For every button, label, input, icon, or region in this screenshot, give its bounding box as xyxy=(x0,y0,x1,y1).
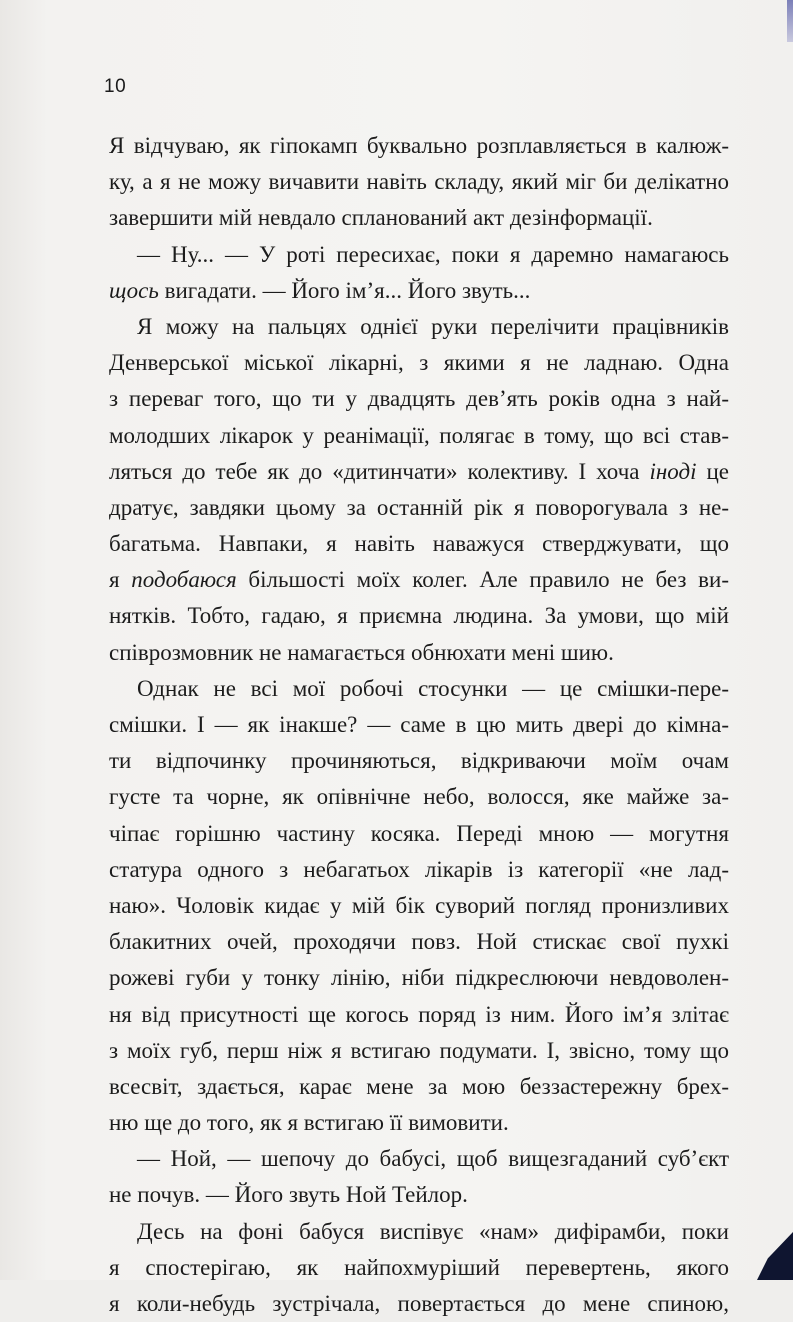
text-line: нятків. Тобто, гадаю, я приємна людина. За умови, що мій xyxy=(109,603,729,629)
page-number: 10 xyxy=(104,76,127,97)
text-line: наю». Чоловік кидає у мій бік суворий погляд пронизливих xyxy=(109,892,729,918)
body-text xyxy=(109,128,729,1322)
text-line: Десь на фоні бабуся виспівує «нам» дифірамби, поки xyxy=(137,1218,729,1244)
text-line: Я можу на пальцях однієї руки перелічити працівників xyxy=(137,313,729,339)
text-line: Денверської міської лікарні, з якими я не ладнаю. Одна xyxy=(109,350,729,376)
text-line: густе та чорне, як опівнічне небо, волосся, яке майже за- xyxy=(109,784,729,810)
text-line: блакитних очей, проходячи повз. Ной стискає свої пухкі xyxy=(109,929,729,955)
text-line: я спостерігаю, як найпохмуріший перевертень, якого xyxy=(109,1254,729,1280)
text-line: Я відчуваю, як гіпокамп буквально розплавляється в калюж- xyxy=(109,133,729,158)
text-line: молодших лікарок у реанімації, полягає в тому, що всі став- xyxy=(109,422,729,448)
text-line: рожеві губи у тонку лінію, ніби підкреслюючи невдоволен- xyxy=(109,965,729,991)
page-corner-shadow xyxy=(757,1232,793,1280)
text-line: дратує, завдяки цьому за останній рік я поворогувала з не- xyxy=(109,494,729,520)
text-line: смішки. І — як інакше? — саме в цю мить двері до кімна- xyxy=(109,712,729,737)
text-line: Однак не всі мої робочі стосунки — це смішки-пере- xyxy=(137,675,729,701)
text-line: співрозмовник не намагається обнюхати мені шию. xyxy=(109,639,614,665)
text-line: щось вигадати. — Його ім’я... Його звуть... xyxy=(109,277,531,303)
text-line: ня від присутності ще когось поряд із ним. Його ім’я злітає xyxy=(109,1001,729,1027)
text-line: ку, а я не можу вичавити навіть складу, який міг би делікатно xyxy=(109,169,729,195)
text-line: — Ной, — шепочу до бабусі, щоб вищезгаданий суб’єкт xyxy=(137,1146,729,1172)
text-line: чіпає горішню частину косяка. Переді мною — могутня xyxy=(109,820,729,846)
text-line: я подобаюся більшості моїх колег. Але правило не без ви- xyxy=(109,567,729,593)
text-line: всесвіт, здається, карає мене за мою беззастережну брех- xyxy=(109,1073,729,1099)
text-line: ляться до тебе як до «дитинчати» колективу. І хоча іноді це xyxy=(109,458,729,484)
text-line: статура одного з небагатьох лікарів із категорії «не лад- xyxy=(109,856,729,882)
text-line: не почув. — Його звуть Ной Тейлор. xyxy=(109,1182,468,1208)
text-line: я коли-небудь зустрічала, повертається до мене спиною, xyxy=(109,1291,729,1316)
text-line: ти відпочинку прочиняються, відкриваючи моїм очам xyxy=(109,748,729,774)
page-edge-shadow xyxy=(787,0,793,42)
text-line: з моїх губ, перш ніж я встигаю подумати. І, звісно, тому що xyxy=(109,1037,729,1063)
text-line: з переваг того, що ти у двадцять дев’ять років одна з най- xyxy=(109,386,729,412)
text-line: ню ще до того, як я встигаю її вимовити. xyxy=(109,1110,509,1136)
text-line: багатьма. Навпаки, я навіть наважуся стверджувати, що xyxy=(109,531,729,557)
text-line: — Ну... — У роті пересихає, поки я даремно намагаюсь xyxy=(137,241,729,267)
text-line: завершити мій невдало спланований акт дезінформації. xyxy=(109,205,653,231)
